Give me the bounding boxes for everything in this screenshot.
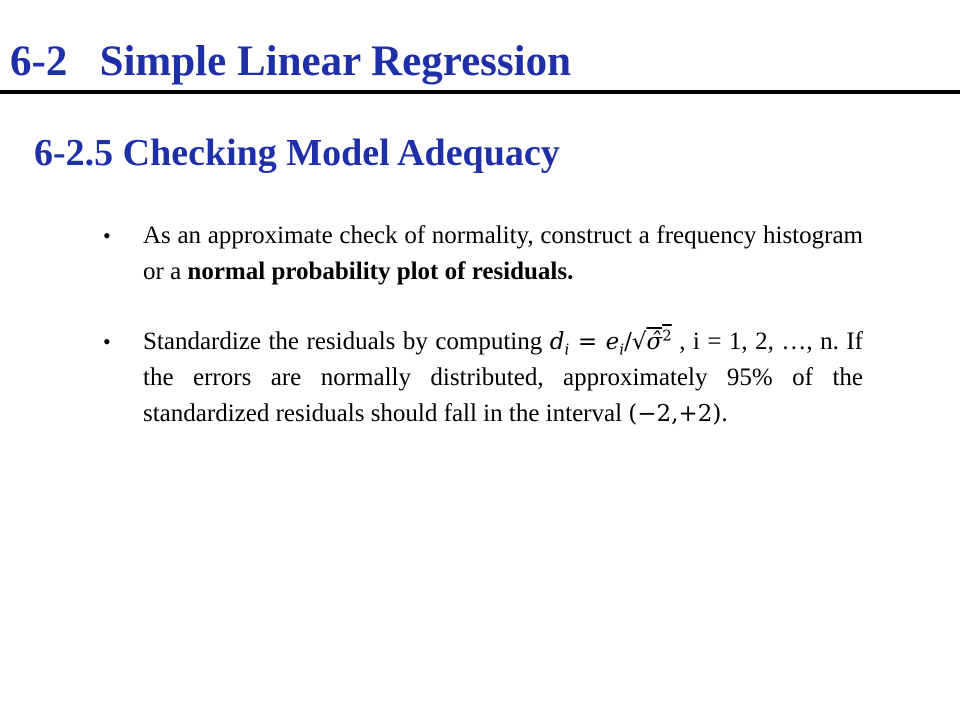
interval-formula: (−2,+2) xyxy=(628,401,722,427)
formula-power: 2 xyxy=(662,326,672,345)
formula-slash: / xyxy=(624,329,632,355)
section-heading: 6-2.5 Checking Model Adequacy xyxy=(34,132,560,174)
bullet-icon: • xyxy=(103,329,111,354)
title-rule xyxy=(0,90,960,94)
bullet-list xyxy=(103,218,863,432)
bullet-icon: • xyxy=(103,223,111,248)
formula-root-sign: √ xyxy=(631,329,647,355)
bullet-normality-check xyxy=(103,218,863,290)
bullet-text: Standardize the residuals by computing xyxy=(143,328,550,355)
slide-title: 6-2 Simple Linear Regression xyxy=(10,38,571,85)
bullet-standardize-residuals xyxy=(103,324,863,432)
bullet-text-middle: , i = 1, 2, …, n. If the errors are normally distributed, approximately 95% of the standardized residuals should fall in the interval xyxy=(143,328,863,427)
bullet-text: As an approximate check of normality, construct a frequency histogram or a xyxy=(143,222,863,285)
formula-e: e xyxy=(605,329,620,355)
formula-e-subscript: i xyxy=(619,340,625,359)
bullet-bold-text: normal probability plot of residuals. xyxy=(187,258,574,285)
bullet-text-end: . xyxy=(721,400,728,427)
formula-d: d xyxy=(549,329,565,355)
formula-root-body xyxy=(646,326,672,355)
formula-sigma-hat: σ̂ xyxy=(646,329,663,355)
standardized-residual-formula xyxy=(549,326,672,359)
formula-d-subscript: i xyxy=(564,340,570,359)
formula-equals: = xyxy=(569,329,606,355)
